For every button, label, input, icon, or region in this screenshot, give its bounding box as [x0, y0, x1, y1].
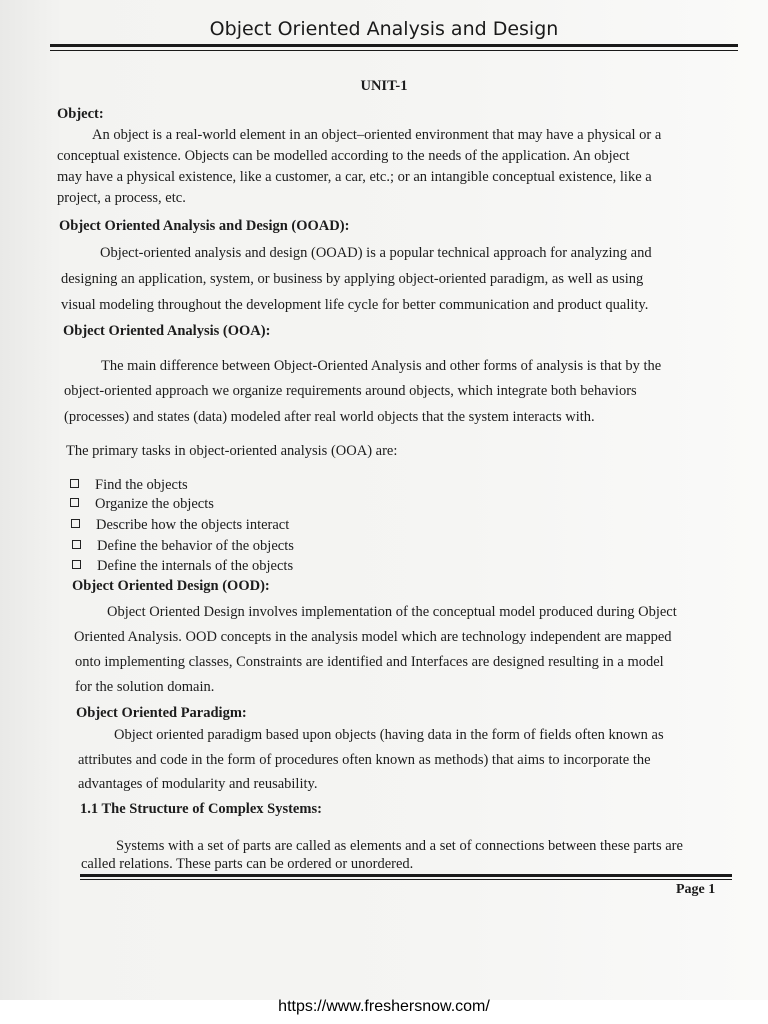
object-line-2: conceptual existence. Objects can be modelled according to the needs of the application. An object — [57, 148, 630, 164]
unit-title: UNIT-1 — [360, 78, 408, 94]
ooa-line-2: object-oriented approach we organize requirements around objects, which integrate both behaviors — [64, 383, 637, 399]
paradigm-line-3: advantages of modularity and reusability. — [78, 776, 318, 792]
checkbox-icon — [72, 540, 81, 549]
complex-line-2: called relations. These parts can be ordered or unordered. — [81, 856, 414, 872]
checkbox-icon — [70, 479, 79, 488]
ooa-task-item: Describe how the objects interact — [71, 515, 289, 536]
ooa-task-item: Organize the objects — [70, 494, 214, 515]
ooad-line-3: visual modeling throughout the development life cycle for better communication and product quality. — [61, 297, 649, 313]
header-rule — [50, 44, 738, 47]
footer-rule-thin — [80, 879, 732, 880]
ood-line-4: for the solution domain. — [75, 679, 215, 695]
ooad-line-1: Object-oriented analysis and design (OOAD) is a popular technical approach for analyzing and — [100, 245, 652, 261]
checkbox-icon — [71, 519, 80, 528]
ooa-task-item: Define the behavior of the objects — [72, 536, 294, 557]
ood-line-1: Object Oriented Design involves implementation of the conceptual model produced during Object — [107, 604, 677, 620]
source-url[interactable]: https://www.freshersnow.com/ — [278, 998, 490, 1015]
page-number: Page 1 — [676, 882, 716, 897]
ooa-heading: Object Oriented Analysis (OOA): — [63, 323, 271, 339]
paradigm-line-2: attributes and code in the form of procedures often known as methods) that aims to incorporate the — [78, 752, 651, 768]
header-rule-thin — [50, 50, 738, 51]
object-line-3: may have a physical existence, like a customer, a car, etc.; or an intangible conceptual existence, like a — [57, 169, 652, 185]
checkbox-icon — [70, 498, 79, 507]
ood-line-3: onto implementing classes, Constraints are identified and Interfaces are designed resulting in a model — [75, 654, 664, 670]
footer-rule — [80, 874, 732, 877]
ooa-line-1: The main difference between Object-Oriented Analysis and other forms of analysis is that by the — [101, 358, 662, 374]
ooa-line-3: (processes) and states (data) modeled after real world objects that the system interacts with. — [64, 409, 595, 425]
paradigm-heading: Object Oriented Paradigm: — [76, 705, 247, 721]
page-header-title: Object Oriented Analysis and Design — [209, 18, 559, 40]
ooad-heading: Object Oriented Analysis and Design (OOAD): — [59, 218, 350, 234]
object-line-1: An object is a real-world element in an object–oriented environment that may have a physical or a — [92, 127, 662, 143]
ood-line-2: Oriented Analysis. OOD concepts in the analysis model which are technology independent are mapped — [74, 629, 672, 645]
complex-line-1: Systems with a set of parts are called as elements and a set of connections between these parts are — [116, 838, 683, 854]
object-heading: Object: — [57, 106, 104, 122]
checkbox-icon — [72, 560, 81, 569]
ooa-task-item: Define the internals of the objects — [72, 556, 293, 577]
object-line-4: project, a process, etc. — [57, 190, 186, 206]
ooa-task-item: Find the objects — [70, 475, 188, 496]
ooa-tasks-intro: The primary tasks in object-oriented analysis (OOA) are: — [66, 443, 398, 459]
ood-heading: Object Oriented Design (OOD): — [72, 578, 270, 594]
paradigm-line-1: Object oriented paradigm based upon objects (having data in the form of fields often known as — [114, 727, 664, 743]
ooad-line-2: designing an application, system, or business by applying object-oriented paradigm, as well as using — [61, 271, 644, 287]
complex-heading: 1.1 The Structure of Complex Systems: — [80, 801, 322, 817]
